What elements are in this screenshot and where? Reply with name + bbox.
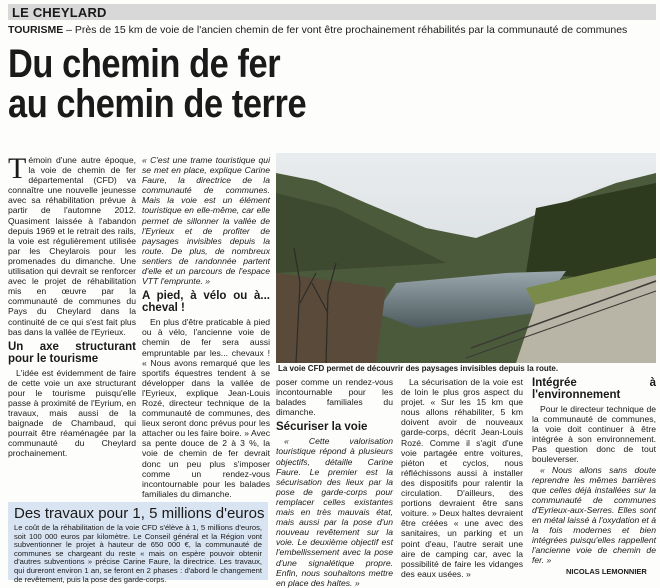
- col5-paragraph-1: Pour le directeur technique de la communauté de communes, la voie doit continuer à être intégrée à son environnement. Pas question donc de tout bouleverser.: [532, 404, 656, 465]
- column-1: [8, 152, 136, 459]
- kicker-label: TOURISME: [8, 24, 64, 36]
- info-box-title: Des travaux pour 1, 5 millions d'euros: [14, 505, 265, 522]
- col1-subheading: Un axe structurant pour le tourisme: [8, 340, 136, 365]
- col3-subheading: Sécuriser la voie: [276, 421, 368, 434]
- headline: [8, 44, 404, 124]
- byline: NICOLAS LEMONNIER: [566, 567, 647, 576]
- column-5: [532, 377, 656, 565]
- dropcap: T: [8, 152, 27, 185]
- col3-paragraph-2: « Cette valorisation touristique répond à plusieurs objectifs, détaille Carine Faure. Le premier est la sécurisation des lieux par la pose de garde-corps pour remplacer celles existantes mais en très mauvais état, mais aussi par la pose d'un nouveau revêtement sur la voie. Le deuxième objectif est l'embellissement avec la pose d'une signalétique propre. Enfin, nous souhaitons mettre en place des haltes. »: [276, 436, 393, 588]
- col2-subheading: A pied, à vélo ou à... cheval !: [142, 290, 270, 315]
- column-4: [401, 377, 523, 577]
- col5-paragraph-2: « Nous allons sans doute reprendre les mêmes barrières que celles déjà installées sur la communauté de communes d'Eyrieux-aux-Serres. Elles sont en métal laissé à l'oxydation et à la fois modernes et bien intégrées puisqu'elles rappellent l'ancienne voie de chemin de fer. »: [532, 464, 656, 566]
- col1-paragraph-1: Témoin d'une autre époque, la voie de chemin de fer départemental (CFD) va connaître une nouvelle jeunesse avec sa réhabilitation prévue à partir de l'automne 2012. Quasiment laissée à l'abandon depuis 1969 et le retrait des rails, la voie est régulièrement utilisée par les Cheylarois pour les promenades du dimanche. Une utilisation qui devrait se renforcer avec le projet de réhabilitation mis en œuvre par la communauté de communes du Pays du Cheylard dans la continuité de ce qui s'est fait plus bas dans la vallée de l'Eyrieux.: [8, 152, 136, 337]
- col4-paragraph-1: La sécurisation de la voie est de loin le plus gros aspect du projet. « Sur les 15 km que nous allons réhabiliter, 5 km doivent avoir de nouveaux garde-corps, décrit Jean-Louis Rozé. Comme il s'agit d'une voie partagée entre voitures, piéton et cyclos, nous réfléchissons aussi à installer des dispositifs pour ralentir la circulation. D'ailleurs, des portions devraient être sans voiture. » Deux haltes devraient être créées « une avec des sanitaires, un parking et un point d'eau, l'autre serait une aire de camping car, avec la possibilité de faire les vidanges des eaux usées. »: [401, 377, 523, 579]
- kicker-text: – Près de 15 km de voie de l'ancien chemin de fer vont être prochainement réhabilités par la communauté de communes: [63, 24, 628, 36]
- photo-caption: La voie CFD permet de découvrir des paysages invisibles depuis la route.: [278, 364, 559, 373]
- headline-line-2: au chemin de terre: [8, 82, 307, 126]
- headline-line-1: Du chemin de fer: [8, 42, 281, 86]
- landscape-photo: [276, 153, 656, 363]
- col5-subheading: Intégrée à l'environnement: [532, 377, 656, 401]
- column-2: [142, 155, 270, 500]
- column-3: [276, 377, 393, 588]
- section-header: [8, 4, 656, 20]
- info-box: [8, 502, 268, 584]
- info-box-body: Le coût de la réhabilitation de la voie CFD s'élève à 1, 5 millions d'euros, soit 100 000 euros par kilomètre. Le Conseil général et la Région vont subventionner le projet à hauteur de 650 000 €, la communauté de communes se chargeant du reste « mais on espère pouvoir obtenir d'autres subventions » précise Carine Faure, la directrice. Les travaux, qui dureront environ 1 an, se feront en 2 phases : d'abord le changement de revêtement, puis la pose des garde-corps.: [14, 523, 262, 584]
- col3-paragraph-1: poser comme un rendez-vous incontournable pour les balades familiales du dimanche.: [276, 377, 393, 418]
- col1-paragraph-2: L'idée est évidemment de faire de cette voie un axe structurant pour le tourisme puisqu'elle passe à proximité de l'Eyrium, en travaux, mais aussi de la baignade de Chambaud, qui pourrait être réaménagée par la communauté du Cheylard prochainement.: [8, 367, 136, 459]
- col2-paragraph-2: En plus d'être praticable à pied ou à vélo, l'ancienne voie de chemin de fer sera aussi empruntable par les... chevaux ! « Nous avons remarqué que les sportifs équestres tendent à se développer dans la vallée de l'Eyrieux, explique Jean-Louis Rozé, directeur technique de la communauté de communes, des lieux seront donc prévus pour les attacher ou les faire boire. » Avec sa pente douce de 2 à 3 %, la voie de chemin de fer devrait donc un peu plus s'imposer comme un rendez-vous incontournable pour les balades familiales du dimanche.: [142, 317, 270, 499]
- col2-paragraph-1: « C'est une trame touristique qui se met en place, explique Carine Faure, la directrice de la communauté de communes. Mais la voie est un élément touristique en elle-même, car elle permet de sillonner la vallée de l'Eyrieux et de profiter de paysages invisibles depuis la route. De plus, de nombreux sentiers de randonnée partent d'elle et un parcours de l'espace VTT l'emprunte. »: [142, 155, 270, 287]
- kicker: [8, 24, 656, 36]
- photo-illustration: [276, 153, 656, 363]
- section-title: LE CHEYLARD: [12, 5, 107, 20]
